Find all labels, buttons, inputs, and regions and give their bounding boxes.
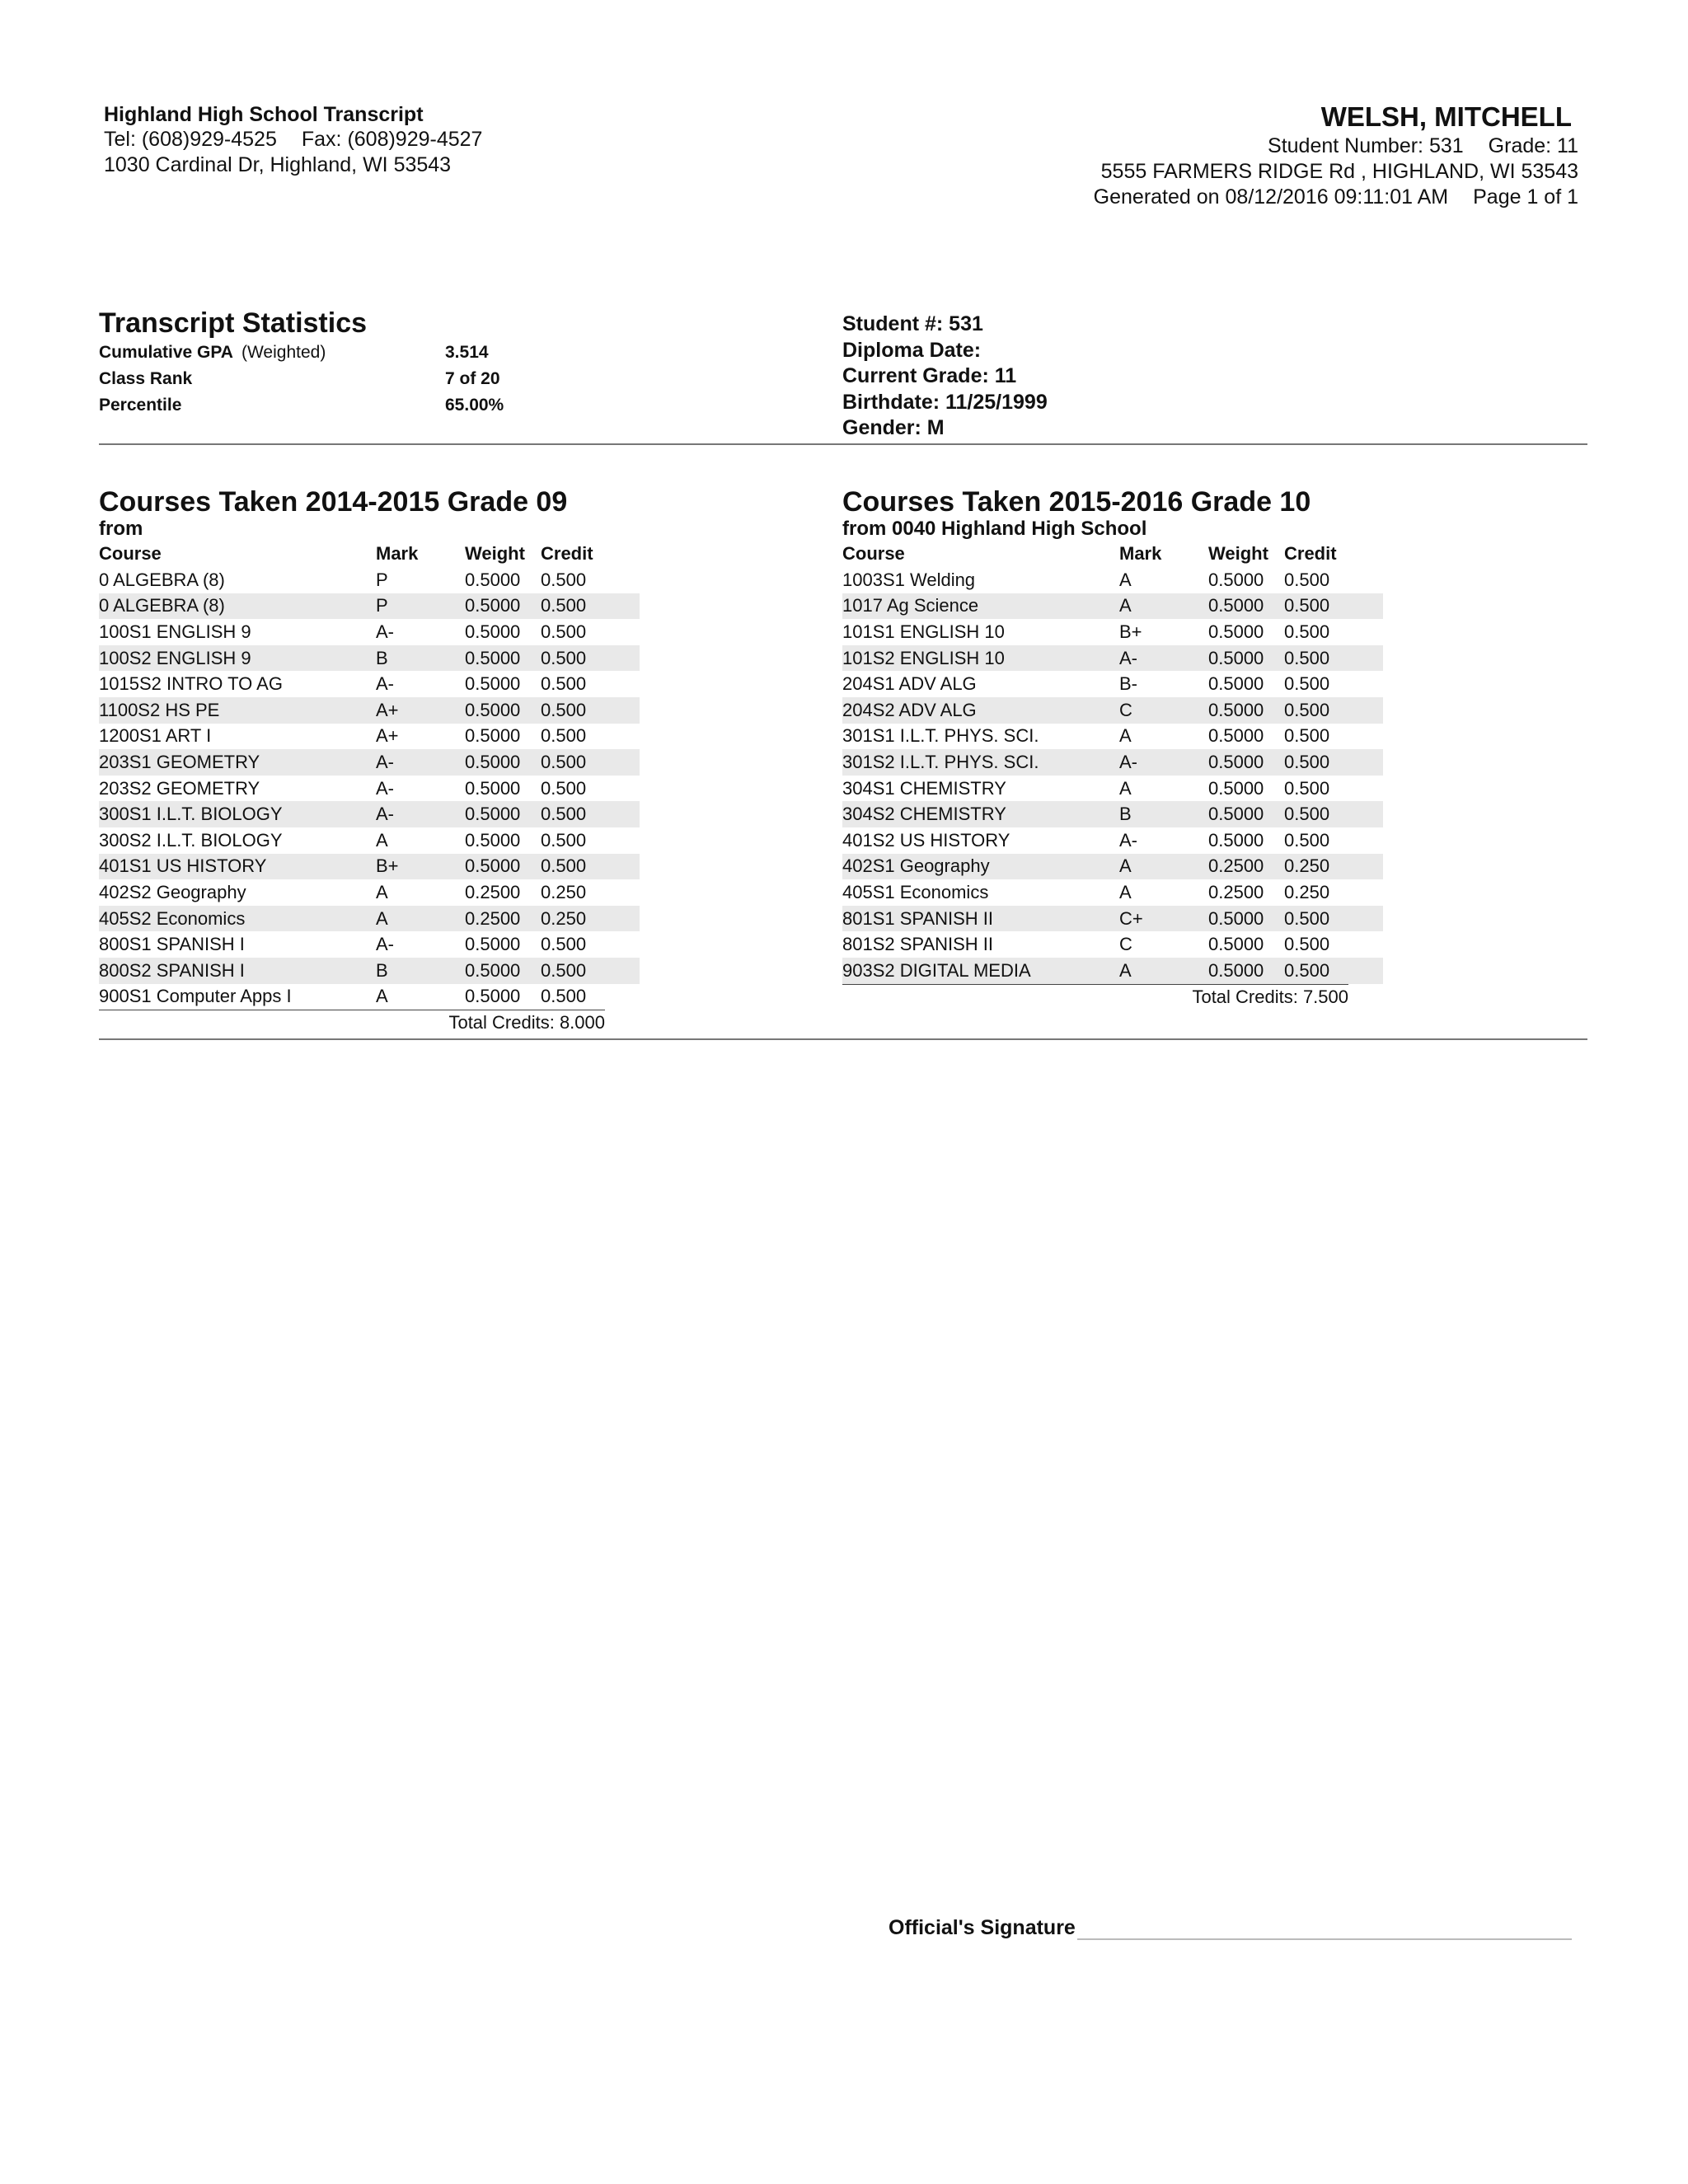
course-mark: B: [376, 958, 465, 984]
table-row: [99, 958, 640, 984]
table-row: [99, 906, 640, 932]
table-row: [842, 776, 1383, 802]
school-header: [104, 102, 482, 178]
col-credit: Credit: [541, 543, 593, 564]
course-mark: A-: [376, 621, 394, 642]
course-name: 204S1 ADV ALG: [842, 673, 977, 695]
course-name: 401S1 US HISTORY: [99, 854, 376, 880]
signature-block: [889, 1916, 1572, 1940]
course-name: 300S2 I.L.T. BIOLOGY: [99, 829, 283, 851]
course-credit: 0.500: [541, 777, 587, 799]
table-row: [842, 724, 1383, 750]
course-credit: 0.500: [1284, 569, 1330, 590]
course-mark: A+: [376, 725, 399, 747]
table-row: [842, 567, 1383, 593]
course-name: 100S2 ENGLISH 9: [99, 645, 376, 672]
course-credit: 0.500: [1284, 725, 1330, 747]
course-name: 405S1 Economics: [842, 881, 989, 902]
course-weight: 0.5000: [1208, 697, 1284, 724]
course-name: 402S2 Geography: [99, 881, 246, 902]
course-name: 301S2 I.L.T. PHYS. SCI.: [842, 749, 1119, 776]
course-credit: 0.500: [541, 725, 587, 747]
table-row: [99, 879, 640, 906]
col-mark: Mark: [1119, 543, 1162, 564]
course-credit: 0.500: [541, 593, 640, 620]
course-weight: 0.5000: [465, 621, 521, 642]
course-credit: 0.500: [1284, 906, 1383, 932]
table-row: [99, 749, 640, 776]
course-mark: A: [376, 906, 465, 932]
course-weight: 0.5000: [465, 958, 541, 984]
course-name: 1015S2 INTRO TO AG: [99, 673, 283, 695]
course-weight: 0.2500: [465, 906, 541, 932]
course-weight: 0.5000: [1208, 673, 1264, 695]
course-weight: 0.5000: [1208, 958, 1284, 984]
course-mark: P: [376, 569, 388, 590]
year-1-total: Total Credits: 8.000: [99, 1010, 605, 1035]
table-row: [842, 697, 1383, 724]
course-weight: 0.5000: [1208, 777, 1264, 799]
table-row: [99, 931, 640, 958]
course-name: 100S1 ENGLISH 9: [99, 621, 251, 642]
student-grade: Grade: 11: [1488, 134, 1578, 157]
course-name: 1017 Ag Science: [842, 593, 1119, 620]
course-mark: A-: [1119, 749, 1208, 776]
table-row: [842, 958, 1383, 984]
course-name: 0 ALGEBRA (8): [99, 593, 376, 620]
course-mark: A-: [376, 777, 394, 799]
student-info: [842, 312, 1048, 442]
student-name: WELSH, MITCHELL: [1320, 101, 1572, 132]
course-mark: A: [1119, 854, 1208, 880]
course-weight: 0.5000: [465, 801, 541, 827]
table-header-row: [99, 541, 640, 567]
course-credit: 0.500: [541, 749, 640, 776]
course-name: 304S1 CHEMISTRY: [842, 777, 1006, 799]
course-mark: B+: [1119, 621, 1142, 642]
course-mark: A: [376, 829, 388, 851]
table-row: [842, 749, 1383, 776]
course-weight: 0.5000: [1208, 934, 1264, 955]
col-course: Course: [99, 543, 162, 564]
course-weight: 0.2500: [465, 881, 521, 902]
course-credit: 0.500: [1284, 621, 1330, 642]
course-mark: A: [1119, 725, 1132, 747]
course-name: 0 ALGEBRA (8): [99, 569, 225, 590]
percentile-label: Percentile: [99, 396, 182, 415]
course-mark: C: [1119, 697, 1208, 724]
signature-line[interactable]: [1077, 1917, 1572, 1940]
rank-value: 7 of 20: [445, 369, 500, 388]
course-mark: A: [1119, 569, 1132, 590]
course-mark: B: [1119, 801, 1208, 827]
school-fax: Fax: (608)929-4527: [301, 128, 483, 151]
course-mark: A: [1119, 958, 1208, 984]
year-1-table: [99, 541, 640, 1010]
course-mark: A-: [376, 673, 394, 695]
course-name: 800S1 SPANISH I: [99, 934, 245, 955]
course-mark: P: [376, 593, 465, 620]
percentile-value: 65.00%: [445, 396, 504, 415]
course-weight: 0.5000: [465, 697, 541, 724]
table-row: [99, 567, 640, 593]
course-weight: 0.2500: [1208, 854, 1284, 880]
course-mark: B+: [376, 854, 465, 880]
course-mark: A-: [1119, 645, 1208, 672]
course-name: 405S2 Economics: [99, 906, 376, 932]
gpa-row: [99, 340, 560, 366]
table-row: [99, 724, 640, 750]
course-name: 300S1 I.L.T. BIOLOGY: [99, 801, 376, 827]
course-name: 801S2 SPANISH II: [842, 934, 994, 955]
course-name: 1003S1 Welding: [842, 569, 976, 590]
student-address: 5555 FARMERS RIDGE Rd , HIGHLAND, WI 53543: [1100, 160, 1578, 183]
course-mark: A: [1119, 881, 1132, 902]
course-mark: A-: [1119, 829, 1137, 851]
col-mark: Mark: [376, 543, 419, 564]
course-weight: 0.5000: [1208, 645, 1284, 672]
course-weight: 0.5000: [465, 593, 541, 620]
course-mark: C+: [1119, 906, 1208, 932]
table-row: [842, 645, 1383, 672]
year-2-total: Total Credits: 7.500: [842, 984, 1348, 1010]
course-weight: 0.5000: [465, 829, 521, 851]
course-credit: 0.500: [1284, 801, 1383, 827]
table-row: [842, 931, 1383, 958]
school-contact: [104, 127, 482, 152]
course-weight: 0.5000: [1208, 569, 1264, 590]
info-diploma-date: Diploma Date:: [842, 338, 982, 362]
course-credit: 0.500: [1284, 593, 1383, 620]
course-name: 402S1 Geography: [842, 854, 1119, 880]
course-credit: 0.500: [1284, 645, 1383, 672]
table-row: [99, 801, 640, 827]
course-credit: 0.500: [1284, 934, 1330, 955]
course-credit: 0.500: [1284, 749, 1383, 776]
transcript-statistics: [99, 307, 560, 419]
stats-title: Transcript Statistics: [99, 307, 368, 339]
course-weight: 0.5000: [1208, 829, 1264, 851]
course-credit: 0.500: [541, 854, 640, 880]
table-row: [99, 984, 640, 1010]
gpa-label: Cumulative GPA: [99, 343, 233, 362]
table-row: [99, 776, 640, 802]
year-1-title: Courses Taken 2014-2015 Grade 09: [99, 486, 568, 518]
course-credit: 0.500: [1284, 829, 1330, 851]
course-weight: 0.5000: [465, 645, 541, 672]
table-row: [842, 671, 1383, 697]
course-credit: 0.500: [541, 645, 640, 672]
table-row: [842, 827, 1383, 854]
table-row: [842, 801, 1383, 827]
course-weight: 0.5000: [1208, 749, 1284, 776]
course-credit: 0.500: [1284, 958, 1383, 984]
course-mark: B-: [1119, 673, 1137, 695]
courses-year-1: [99, 486, 676, 1035]
course-weight: 0.5000: [465, 777, 521, 799]
course-name: 203S2 GEOMETRY: [99, 777, 260, 799]
percentile-row: [99, 392, 560, 419]
student-number-grade: [1094, 134, 1578, 159]
course-credit: 0.500: [541, 934, 587, 955]
course-mark: A-: [376, 749, 465, 776]
student-header: [1094, 101, 1578, 210]
table-row: [842, 619, 1383, 645]
course-credit: 0.250: [541, 906, 640, 932]
course-name: 304S2 CHEMISTRY: [842, 801, 1119, 827]
info-birthdate: Birthdate: 11/25/1999: [842, 390, 1048, 414]
info-student-number: Student #: 531: [842, 312, 983, 335]
course-mark: A-: [376, 801, 465, 827]
course-credit: 0.250: [1284, 854, 1383, 880]
course-credit: 0.500: [541, 673, 587, 695]
table-row: [842, 906, 1383, 932]
course-name: 101S1 ENGLISH 10: [842, 621, 1005, 642]
course-name: 401S2 US HISTORY: [842, 829, 1010, 851]
generated-date: Generated on 08/12/2016 09:11:01 AM: [1093, 185, 1449, 209]
generated-line: [1094, 185, 1578, 210]
year-2-from: from 0040 Highland High School: [842, 518, 1147, 540]
course-weight: 0.2500: [1208, 881, 1264, 902]
course-credit: 0.500: [541, 958, 640, 984]
course-name: 903S2 DIGITAL MEDIA: [842, 958, 1119, 984]
table-header-row: [842, 541, 1383, 567]
course-mark: A: [1119, 777, 1132, 799]
course-weight: 0.5000: [465, 854, 541, 880]
course-mark: A: [1119, 593, 1208, 620]
course-credit: 0.500: [1284, 777, 1330, 799]
year-2-title: Courses Taken 2015-2016 Grade 10: [842, 486, 1311, 518]
table-row: [842, 854, 1383, 880]
course-name: 301S1 I.L.T. PHYS. SCI.: [842, 725, 1039, 747]
course-name: 101S2 ENGLISH 10: [842, 645, 1119, 672]
table-row: [99, 827, 640, 854]
rank-label: Class Rank: [99, 369, 193, 388]
gpa-sublabel: (Weighted): [241, 343, 326, 362]
table-row: [99, 619, 640, 645]
course-mark: B: [376, 645, 465, 672]
course-weight: 0.5000: [1208, 906, 1284, 932]
course-credit: 0.500: [541, 829, 587, 851]
course-weight: 0.5000: [1208, 621, 1264, 642]
col-weight: Weight: [465, 543, 525, 564]
course-weight: 0.5000: [1208, 725, 1264, 747]
school-title: Highland High School Transcript: [104, 103, 424, 126]
signature-label: Official's Signature: [889, 1916, 1076, 1939]
col-credit: Credit: [1284, 543, 1337, 564]
course-weight: 0.5000: [1208, 801, 1284, 827]
course-name: 203S1 GEOMETRY: [99, 749, 376, 776]
year-2-table: [842, 541, 1383, 984]
course-credit: 0.500: [1284, 673, 1330, 695]
course-weight: 0.5000: [465, 569, 521, 590]
course-name: 800S2 SPANISH I: [99, 958, 376, 984]
col-weight: Weight: [1208, 543, 1268, 564]
table-row: [99, 645, 640, 672]
course-name: 1200S1 ART I: [99, 725, 212, 747]
col-course: Course: [842, 543, 905, 564]
table-row: [99, 697, 640, 724]
divider: [99, 443, 1587, 445]
course-weight: 0.5000: [465, 986, 521, 1007]
student-number: Student Number: 531: [1268, 134, 1464, 157]
course-credit: 0.250: [1284, 881, 1330, 902]
school-address: 1030 Cardinal Dr, Highland, WI 53543: [104, 153, 452, 176]
course-credit: 0.500: [541, 621, 587, 642]
course-weight: 0.5000: [1208, 593, 1284, 620]
course-mark: A+: [376, 697, 465, 724]
course-weight: 0.5000: [465, 749, 541, 776]
course-credit: 0.500: [541, 986, 587, 1007]
table-row: [99, 854, 640, 880]
divider: [99, 1038, 1587, 1040]
rank-row: [99, 366, 560, 392]
courses-year-2: [842, 486, 1419, 1010]
table-row: [842, 879, 1383, 906]
course-credit: 0.500: [541, 801, 640, 827]
year-1-from: from: [99, 518, 143, 540]
table-row: [842, 593, 1383, 620]
course-credit: 0.500: [541, 569, 587, 590]
course-name: 204S2 ADV ALG: [842, 697, 1119, 724]
course-weight: 0.5000: [465, 725, 521, 747]
course-credit: 0.500: [1284, 697, 1383, 724]
info-current-grade: Current Grade: 11: [842, 364, 1017, 387]
course-weight: 0.5000: [465, 673, 521, 695]
course-credit: 0.250: [541, 881, 587, 902]
course-name: 900S1 Computer Apps I: [99, 986, 292, 1007]
table-row: [99, 593, 640, 620]
course-mark: A: [376, 881, 388, 902]
course-mark: A: [376, 986, 388, 1007]
table-row: [99, 671, 640, 697]
page-number: Page 1 of 1: [1473, 185, 1578, 209]
gpa-value: 3.514: [445, 343, 489, 362]
info-gender: Gender: M: [842, 416, 945, 439]
course-name: 1100S2 HS PE: [99, 697, 376, 724]
course-credit: 0.500: [541, 697, 640, 724]
course-weight: 0.5000: [465, 934, 521, 955]
school-tel: Tel: (608)929-4525: [104, 128, 277, 151]
course-mark: A-: [376, 934, 394, 955]
course-mark: C: [1119, 934, 1132, 955]
course-name: 801S1 SPANISH II: [842, 906, 1119, 932]
